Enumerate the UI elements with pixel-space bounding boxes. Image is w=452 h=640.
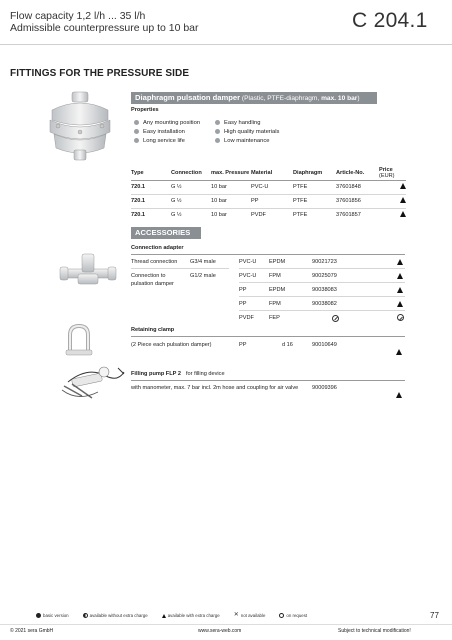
- on-request-icon: [279, 613, 284, 618]
- retaining-clamp-image: [64, 323, 94, 357]
- retaining-clamp-material: PP: [239, 342, 247, 348]
- retaining-clamp-availability: [396, 342, 402, 360]
- extra-charge-icon: [162, 614, 166, 618]
- product-title-pressure: max. 10 bar: [321, 95, 358, 102]
- modification-note: Subject to technical modification!: [338, 628, 411, 634]
- divider: [131, 380, 405, 381]
- header-divider: [0, 44, 452, 45]
- product-table: [131, 166, 406, 222]
- legend-item: on request: [279, 613, 307, 618]
- divider: [131, 268, 229, 269]
- availability-legend: [36, 613, 307, 618]
- col-type: Type: [131, 169, 144, 176]
- product-title-bar: [131, 92, 377, 104]
- table-row: PVDF FEP: [239, 311, 405, 324]
- legend-item: ✕ not available: [233, 612, 266, 618]
- extra-charge-icon: [396, 392, 402, 398]
- table-row: 720.1 G ½ 10 bar PVDF PTFE 37601857: [131, 208, 406, 222]
- pulsation-connection-label-2: pulsation damper: [131, 281, 174, 287]
- section-title: FITTINGS FOR THE PRESSURE SIDE: [10, 68, 190, 79]
- extra-charge-icon: [396, 349, 402, 355]
- filling-pump-availability: [396, 385, 402, 403]
- connection-adapter-image: [58, 252, 118, 290]
- not-available-icon: ✕: [233, 612, 239, 618]
- pulsation-connection-label: Connection to: [131, 273, 166, 279]
- on-request-icon: [332, 315, 339, 322]
- legend-item: available without extra charge: [83, 613, 148, 618]
- page-number: 77: [430, 611, 439, 620]
- retaining-clamp-article: 90010649: [312, 342, 337, 348]
- footer-divider: [0, 624, 452, 625]
- header-counterpressure: Admissible counterpressure up to 10 bar: [10, 22, 199, 34]
- copyright: © 2021 sera GmbH: [10, 628, 54, 634]
- on-request-icon: [397, 314, 404, 321]
- bullet-icon: [134, 138, 139, 143]
- property-item: Long service life: [134, 136, 200, 145]
- col-material: Material: [251, 169, 273, 176]
- product-title: Diaphragm pulsation damper: [135, 93, 241, 102]
- filling-pump-description: with manometer, max. 7 bar incl. 2m hose and coupling for air valve: [131, 385, 299, 391]
- filling-pump-article: 90009396: [312, 385, 337, 391]
- product-table-header: [131, 166, 406, 180]
- thread-connection-value: G3/4 male: [190, 259, 216, 265]
- table-row: PVC-U EPDM 90021723: [239, 255, 405, 268]
- product-title-close: ): [357, 95, 360, 102]
- extra-charge-icon: [400, 197, 406, 203]
- property-item: Any mounting position: [134, 118, 200, 127]
- pulsation-damper-image: [40, 90, 120, 162]
- bullet-icon: [215, 138, 220, 143]
- product-title-detail: (Plastic, PTFE-diaphragm,: [240, 95, 322, 102]
- properties-left: [134, 118, 200, 145]
- legend-item: available with extra charge: [162, 613, 220, 618]
- extra-charge-icon: [397, 273, 403, 279]
- retaining-clamp-size: d 16: [282, 342, 293, 348]
- property-item: Low maintenance: [215, 136, 279, 145]
- website: www.sera-web.com: [198, 628, 242, 634]
- extra-charge-icon: [397, 301, 403, 307]
- properties-label: Properties: [131, 107, 159, 113]
- legend-item: basic version: [36, 613, 69, 618]
- adapter-table: [239, 255, 405, 324]
- accessories-title: ACCESSORIES: [131, 227, 201, 239]
- extra-charge-icon: [400, 211, 406, 217]
- divider: [131, 336, 405, 337]
- property-item: High quality materials: [215, 127, 279, 136]
- basic-version-icon: [36, 613, 41, 618]
- connection-adapter-label: Connection adapter: [131, 245, 184, 251]
- col-price: Price (EUR): [379, 166, 395, 179]
- catalog-code: C 204.1: [352, 9, 428, 32]
- no-extra-charge-icon: [83, 613, 88, 618]
- retaining-clamp-description: (2 Piece each pulsation damper): [131, 342, 212, 348]
- pulsation-connection-value: G1/2 male: [190, 273, 216, 279]
- filling-pump-purpose: for filling device: [186, 371, 225, 377]
- table-row: PVC-U FPM 90025079: [239, 269, 405, 282]
- table-row: PP FPM 90038082: [239, 297, 405, 310]
- col-connection: Connection: [171, 169, 202, 176]
- property-item: Easy installation: [134, 127, 200, 136]
- extra-charge-icon: [400, 183, 406, 189]
- filling-pump-image: [58, 362, 128, 402]
- col-max-pressure: max. Pressure: [211, 169, 250, 176]
- extra-charge-icon: [397, 259, 403, 265]
- bullet-icon: [215, 129, 220, 134]
- table-row: 720.1 G ½ 10 bar PVC-U PTFE 37601848: [131, 180, 406, 194]
- bullet-icon: [215, 120, 220, 125]
- property-item: Easy handling: [215, 118, 279, 127]
- bullet-icon: [134, 129, 139, 134]
- table-row: PP EPDM 90038083: [239, 283, 405, 296]
- properties-right: [215, 118, 279, 145]
- bullet-icon: [134, 120, 139, 125]
- col-diaphragm: Diaphragm: [293, 169, 323, 176]
- header-flow-capacity: Flow capacity 1,2 l/h ... 35 l/h: [10, 10, 146, 22]
- filling-pump-label: Filling pump FLP 2: [131, 371, 181, 377]
- retaining-clamp-label: Retaining clamp: [131, 327, 175, 333]
- thread-connection-label: Thread connection: [131, 259, 178, 265]
- extra-charge-icon: [397, 287, 403, 293]
- table-row: 720.1 G ½ 10 bar PP PTFE 37601856: [131, 194, 406, 208]
- col-article-no: Article-No.: [336, 169, 365, 176]
